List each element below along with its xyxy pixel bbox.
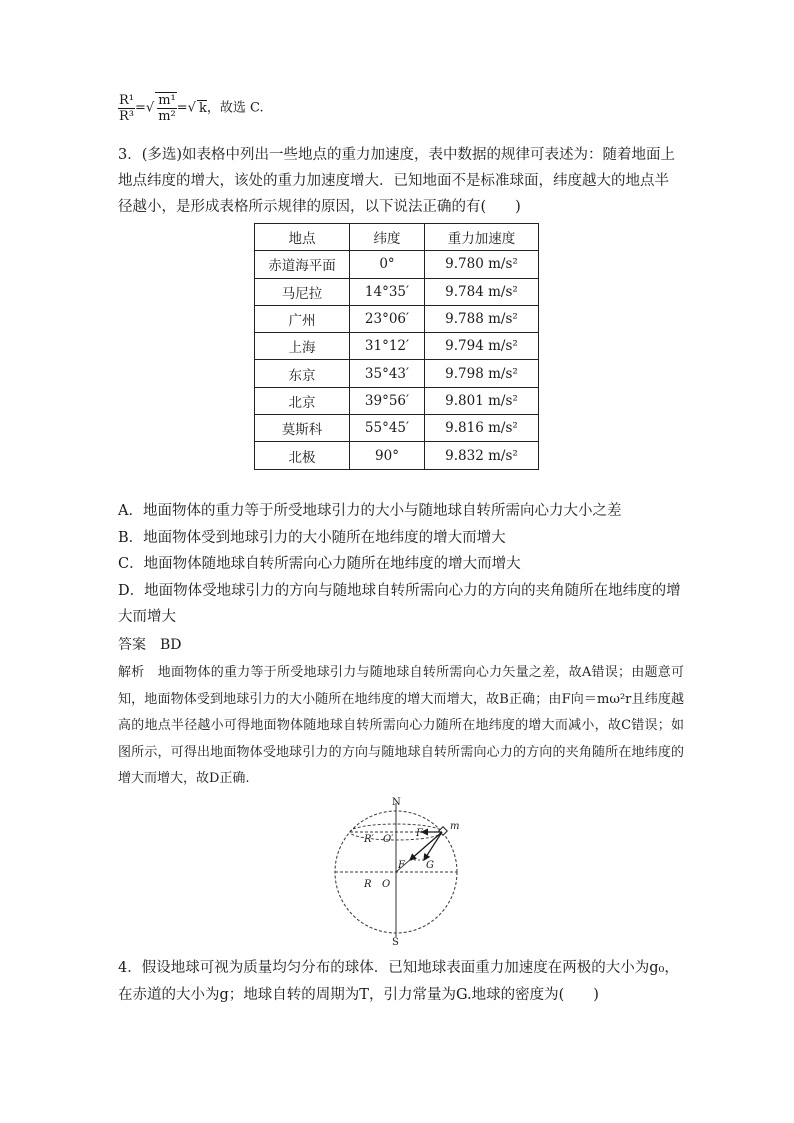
table-row — [255, 278, 539, 305]
cell-gravity: 9.788 m/s² — [425, 305, 539, 332]
sqrt-k: k — [198, 100, 207, 116]
mass-denominator: m² — [158, 109, 176, 124]
table-row — [255, 415, 539, 442]
cell-gravity: 9.832 m/s² — [425, 442, 539, 469]
table-row — [255, 333, 539, 360]
south-label: S — [392, 937, 399, 947]
cell-location: 赤道海平面 — [255, 251, 350, 278]
centripetal-force-label: F — [416, 828, 423, 839]
cell-location: 北京 — [255, 387, 350, 414]
cell-location: 广州 — [255, 305, 350, 332]
north-label: N — [392, 797, 401, 808]
previous-answer-choice: ，故选 C. — [206, 100, 264, 116]
mass-ratio-fraction — [155, 92, 177, 124]
answer-line — [118, 634, 182, 654]
explanation-text: 地面物体的重力等于所受地球引力与随地球自转所需向心力矢量之差，故A错误；由题意可知，地面物体受到地球引力的大小随所在地纬度的增大而增大，故B正确；由F向＝mω²r且纬度越高的地点半径越小可得地面物体随地球自转所需向心力随所在地纬度的增大而减小，故C错误；如图所示，可得出地面物体受地球引力的方向与随地球自转所需向心力的方向的夹角随所在地纬度的增大而增大，故D正确. — [118, 665, 684, 786]
column-header-gravity: 重力加速度 — [425, 224, 539, 251]
radius-numerator: R¹ — [119, 92, 134, 108]
cell-gravity: 9.794 m/s² — [425, 333, 539, 360]
option-c: C．地面物体随地球自转所需向心力随所在地纬度的增大而增大 — [118, 556, 521, 572]
gravity-label: G — [426, 860, 434, 871]
mass-label: m — [450, 821, 460, 832]
equals-sign: = — [135, 100, 146, 116]
cell-latitude: 35°43′ — [350, 360, 425, 387]
table-row — [255, 442, 539, 469]
earth-force-diagram — [330, 797, 470, 947]
column-header-latitude: 纬度 — [350, 224, 425, 251]
cell-latitude: 31°12′ — [350, 333, 425, 360]
cell-latitude: 23°06′ — [350, 305, 425, 332]
cell-location: 上海 — [255, 333, 350, 360]
gravitation-force-label: F — [398, 860, 405, 871]
cell-location: 莫斯科 — [255, 415, 350, 442]
column-header-location: 地点 — [255, 224, 350, 251]
table-row — [255, 251, 539, 278]
cell-latitude: 14°35′ — [350, 278, 425, 305]
question-4-stem: 4．假设地球可视为质量均匀分布的球体．已知地球表面重力加速度在两极的大小为g₀，在赤道的大小为g；地球自转的周期为T，引力常量为G.地球的密度为( ) — [118, 960, 679, 1003]
table-row — [255, 305, 539, 332]
cell-gravity: 9.801 m/s² — [425, 387, 539, 414]
sqrt-sign-2: √ — [187, 100, 196, 116]
explanation-label: 解析 — [118, 665, 145, 680]
question-3-stem: 3．(多选)如表格中列出一些地点的重力加速度，表中数据的规律可表述为：随着地面上地点纬度的增大，该处的重力加速度增大．已知地面不是标准球面，纬度越大的地点半径越小，是形成表格所示规律的原因，以下说法正确的有( ) — [118, 147, 676, 215]
cell-location: 马尼拉 — [255, 278, 350, 305]
cell-latitude: 55°45′ — [350, 415, 425, 442]
table-header-row — [255, 224, 539, 251]
equals-sign-2: = — [176, 100, 188, 116]
cell-latitude: 90° — [350, 442, 425, 469]
answer-value: BD — [160, 637, 182, 653]
table-row — [255, 360, 539, 387]
cell-gravity: 9.780 m/s² — [425, 251, 539, 278]
explanation — [118, 660, 684, 793]
mass-numerator: m¹ — [158, 93, 176, 108]
cell-location: 北极 — [255, 442, 350, 469]
gravity-acceleration-table — [254, 223, 539, 470]
latitude-center-label: O′ — [383, 834, 394, 845]
radius-denominator: R³ — [119, 108, 134, 124]
cell-latitude: 0° — [350, 251, 425, 278]
answer-label: 答案 — [118, 637, 146, 653]
table-row — [255, 387, 539, 414]
cell-gravity: 9.784 m/s² — [425, 278, 539, 305]
latitude-radius-label: R′ — [364, 834, 374, 845]
cell-location: 东京 — [255, 360, 350, 387]
option-a: A．地面物体的重力等于所受地球引力的大小与随地球自转所需向心力大小之差 — [118, 503, 622, 519]
earth-radius-label: R — [364, 879, 372, 890]
option-d: D．地面物体受地球引力的方向与随地球自转所需向心力的方向的夹角随所在地纬度的增大而增大 — [118, 582, 681, 625]
sqrt-sign: √ — [145, 100, 155, 116]
answer-options — [118, 498, 684, 631]
cell-gravity: 9.798 m/s² — [425, 360, 539, 387]
radius-ratio-fraction — [118, 93, 135, 124]
option-b: B．地面物体受到地球引力的大小随所在地纬度的增大而增大 — [118, 529, 506, 546]
previous-answer-formula — [118, 92, 264, 124]
earth-center-label: O — [382, 879, 391, 890]
cell-latitude: 39°56′ — [350, 387, 425, 414]
cell-gravity: 9.816 m/s² — [425, 415, 539, 442]
